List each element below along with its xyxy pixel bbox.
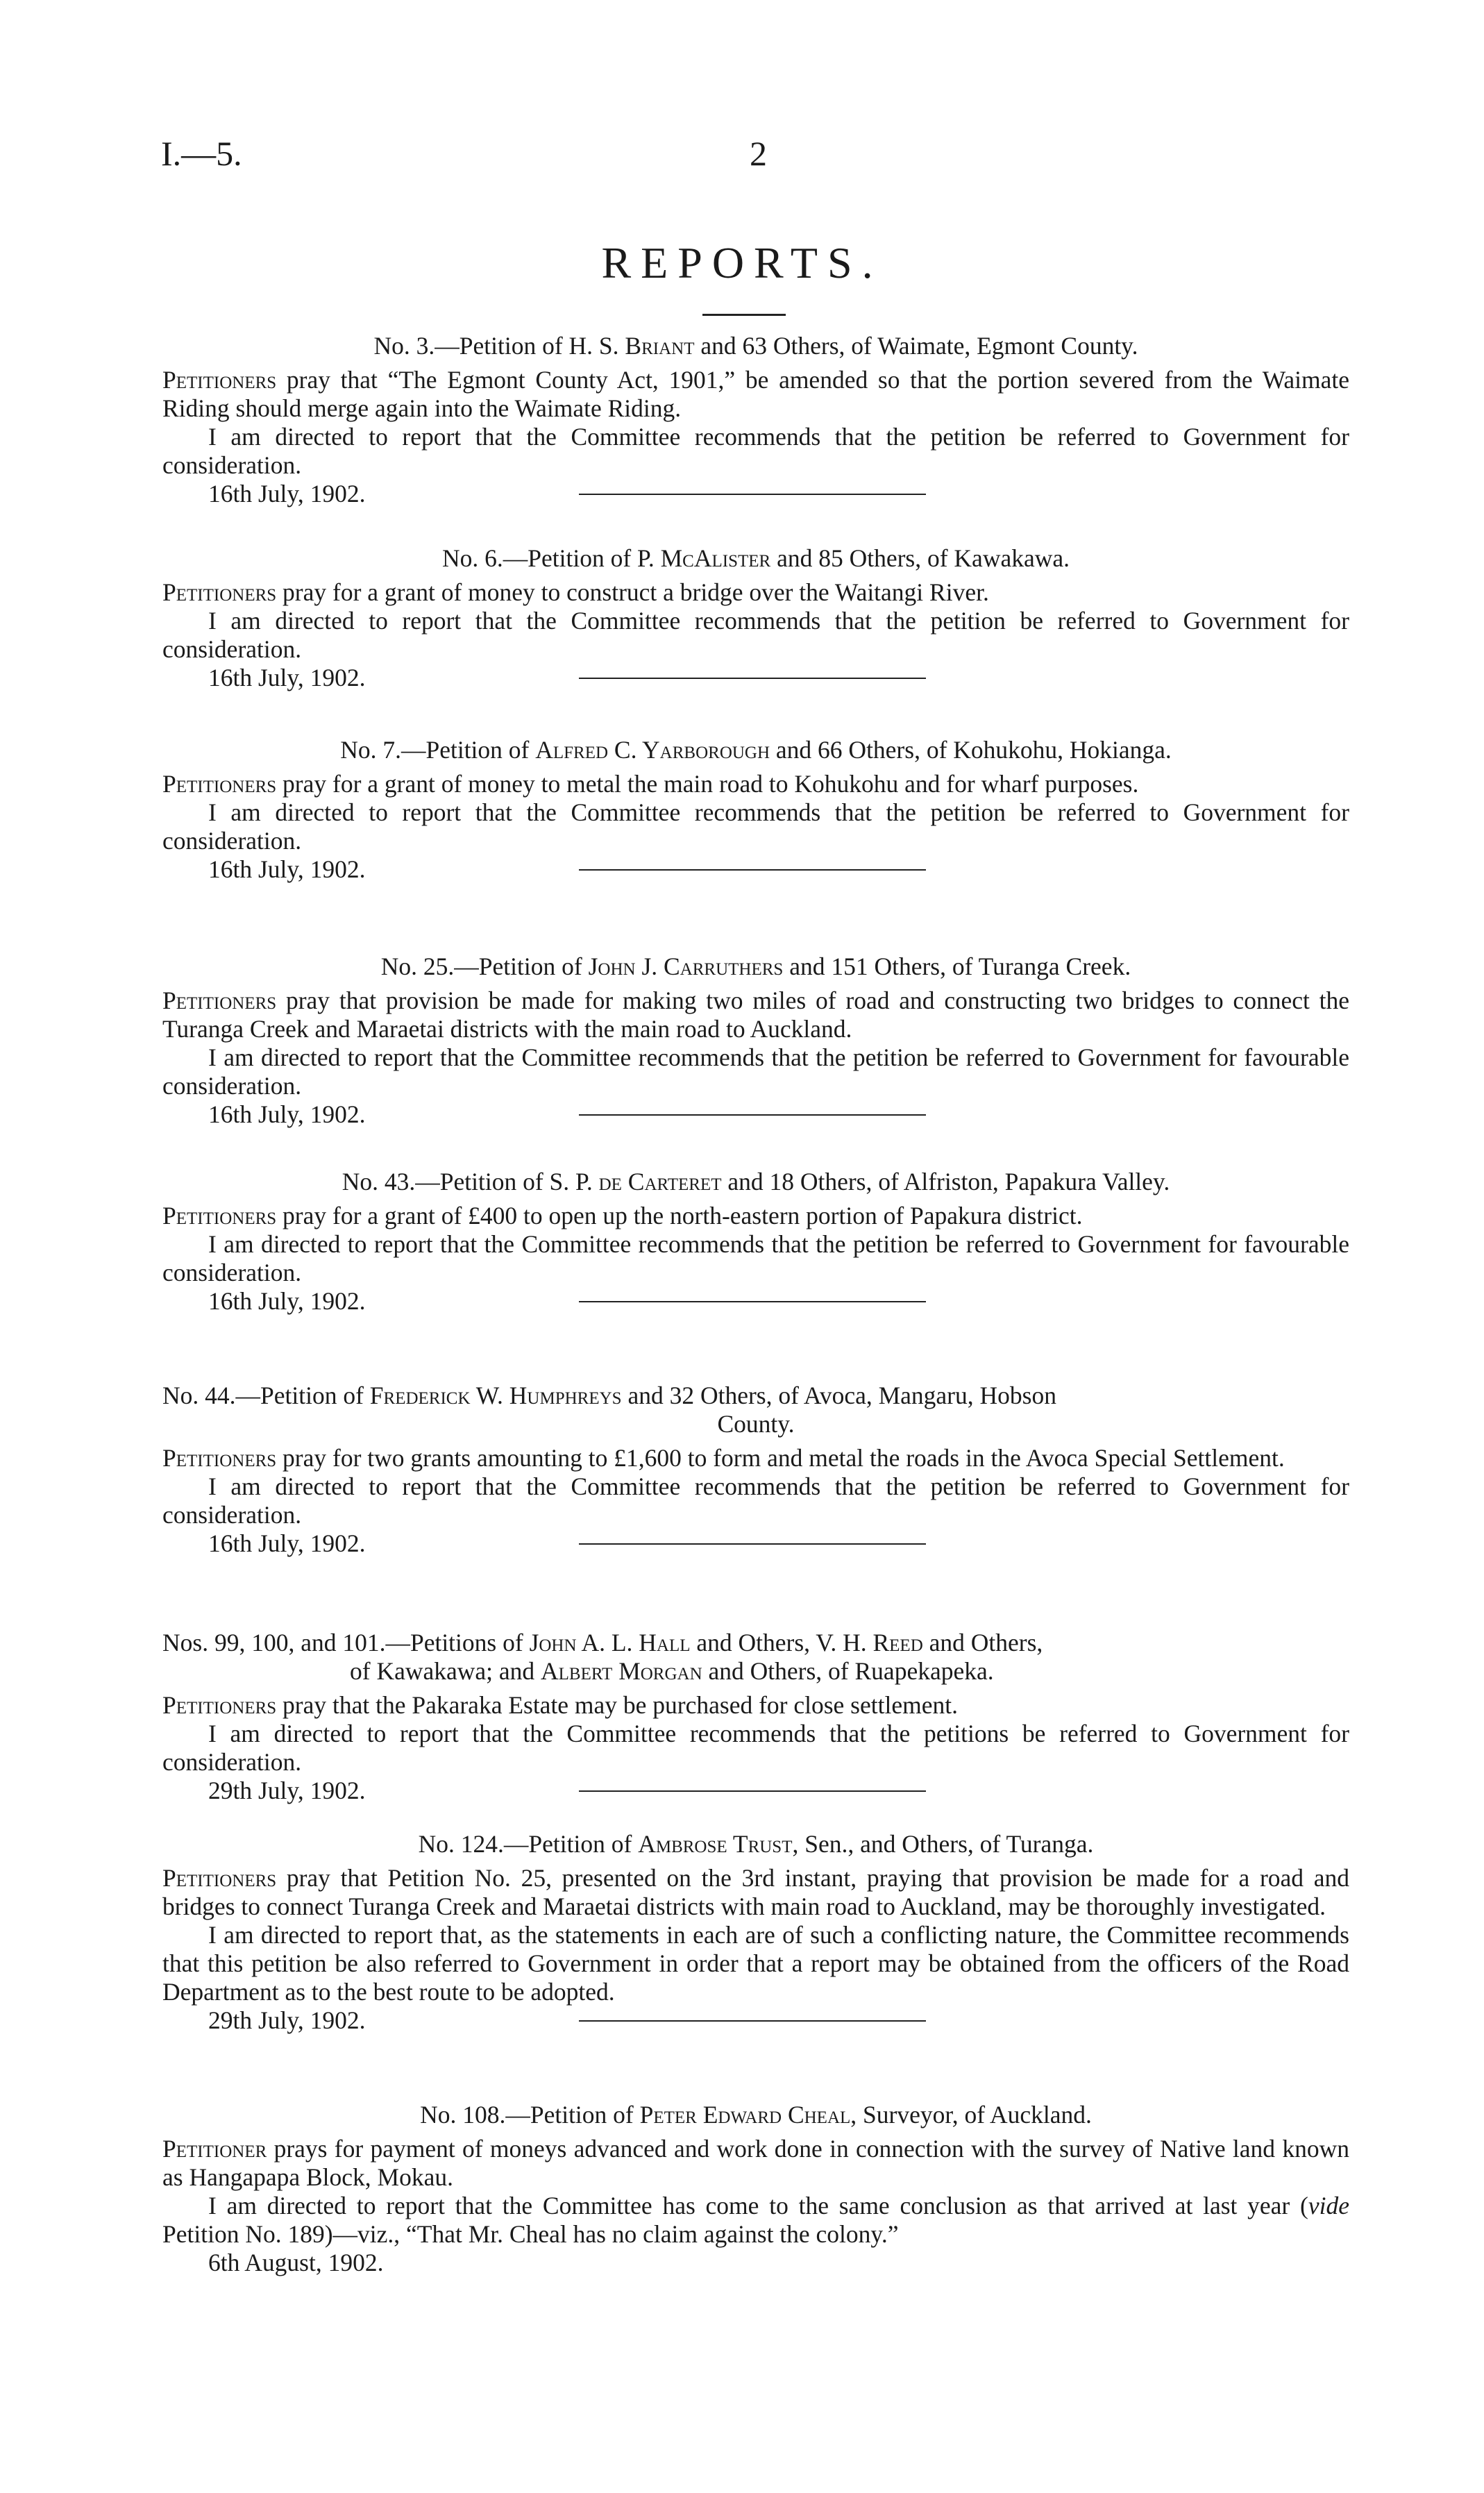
petition-heading-continued: of Kawakawa; and Albert Morgan and Others, of Ruapekapeka. — [350, 1657, 994, 1685]
report-date: 6th August, 1902. — [208, 2249, 384, 2276]
page-number: 2 — [750, 134, 767, 173]
petition-heading: No. 25.—Petition of John J. Carruthers and 151 Others, of Turanga Creek. — [380, 952, 1131, 980]
committee-report: I am directed to report that the Committee recommends that the petition be referred to Government for consideration. — [162, 798, 1349, 855]
petition-heading: No. 43.—Petition of S. P. de Carteret and 18 Others, of Alfriston, Papakura Valley. — [342, 1168, 1170, 1195]
committee-report: I am directed to report that the Committee recommends that the petition be referred to Government for favourable consideration. — [162, 1043, 1349, 1100]
petition-heading: No. 7.—Petition of Alfred C. Yarborough and 66 Others, of Kohukohu, Hokianga. — [340, 736, 1172, 764]
petition-report — [162, 332, 1349, 508]
report-date: 29th July, 1902. — [162, 2006, 1349, 2035]
petition-prayer: Petitioners pray that “The Egmont County Act, 1901,” be amended so that the portion severed from the Waimate Riding should merge again into the Waimate Riding. — [162, 366, 1349, 422]
petition-report — [162, 544, 1349, 692]
petition-prayer: Petitioners pray for two grants amounting to £1,600 to form and metal the roads in the Avoca Special Settlement. — [162, 1444, 1285, 1472]
report-date: 16th July, 1902. — [162, 1529, 1349, 1558]
petition-prayer: Petitioners pray for a grant of money to construct a bridge over the Waitangi River. — [162, 578, 989, 606]
committee-report: I am directed to report that, as the statements in each are of such a conflicting nature, the Committee recommends that this petition be also referred to Government in order that a report may be obtained from the officers of the Road Department as to the best route to be adopted. — [162, 1921, 1349, 2006]
section-rule — [579, 494, 926, 495]
committee-report: I am directed to report that the Committee recommends that the petitions be referred to Government for consideration. — [162, 1720, 1349, 1776]
petition-heading: No. 6.—Petition of P. McAlister and 85 Others, of Kawakawa. — [442, 544, 1070, 572]
page-title: REPORTS. — [601, 238, 883, 287]
petition-prayer: Petitioners pray that provision be made for making two miles of road and constructing two bridges to connect the Turanga Creek and Maraetai districts with the main road to Auckland. — [162, 987, 1349, 1043]
report-date: 16th July, 1902. — [162, 480, 1349, 508]
paper-reference: I.—5. — [161, 134, 242, 173]
petition-prayer: Petitioner prays for payment of moneys advanced and work done in connection with the survey of Native land known as Hangapapa Block, Mokau. — [162, 2135, 1349, 2191]
report-date: 16th July, 1902. — [162, 1100, 1349, 1129]
petition-heading: No. 124.—Petition of Ambrose Trust, Sen., and Others, of Turanga. — [418, 1830, 1094, 1858]
petition-report — [162, 1168, 1349, 1316]
petition-report — [162, 1382, 1349, 1558]
committee-report: I am directed to report that the Committee has come to the same conclusion as that arrived at last year (vide Petition No. 189)—viz., “That Mr. Cheal has no claim against the colony.” — [162, 2192, 1349, 2248]
petition-heading: No. 108.—Petition of Peter Edward Cheal, Surveyor, of Auckland. — [420, 2101, 1092, 2129]
report-date: 16th July, 1902. — [162, 1287, 1349, 1316]
committee-report: I am directed to report that the Committee recommends that the petition be referred to Government for consideration. — [162, 423, 1349, 479]
section-rule — [579, 2020, 926, 2022]
petition-heading-continued: County. — [717, 1410, 795, 1438]
title-rule — [702, 314, 786, 316]
petition-heading: Nos. 99, 100, and 101.—Petitions of John A. L. Hall and Others, V. H. Reed and Others, — [162, 1629, 1043, 1656]
report-date: 16th July, 1902. — [162, 664, 1349, 692]
petition-report — [162, 1629, 1349, 1805]
committee-report: I am directed to report that the Committee recommends that the petition be referred to Government for consideration. — [162, 607, 1349, 663]
petition-report — [162, 1830, 1349, 2035]
petition-heading: No. 3.—Petition of H. S. Briant and 63 Others, of Waimate, Egmont County. — [373, 332, 1138, 360]
committee-report: I am directed to report that the Committee recommends that the petition be referred to Government for favourable consideration. — [162, 1230, 1349, 1286]
petition-heading: No. 44.—Petition of Frederick W. Humphreys and 32 Others, of Avoca, Mangaru, Hobson — [162, 1382, 1056, 1409]
section-rule — [579, 1301, 926, 1302]
section-rule — [579, 869, 926, 871]
petition-prayer: Petitioners pray that Petition No. 25, presented on the 3rd instant, praying that provision be made for a road and bridges to connect Turanga Creek and Maraetai districts with main road to Auckland, may be thoroughly investigated. — [162, 1864, 1349, 1920]
section-rule — [579, 1543, 926, 1545]
petition-report — [162, 2101, 1349, 2277]
petition-report — [162, 736, 1349, 884]
report-date: 29th July, 1902. — [162, 1777, 1349, 1805]
section-rule — [579, 1114, 926, 1116]
petition-prayer: Petitioners pray for a grant of money to metal the main road to Kohukohu and for wharf purposes. — [162, 770, 1139, 798]
section-rule — [579, 678, 926, 679]
petition-prayer: Petitioners pray that the Pakaraka Estate may be purchased for close settlement. — [162, 1691, 958, 1719]
committee-report: I am directed to report that the Committee recommends that the petition be referred to Government for consideration. — [162, 1472, 1349, 1529]
petition-report — [162, 952, 1349, 1129]
section-rule — [579, 1790, 926, 1792]
petition-prayer: Petitioners pray for a grant of £400 to open up the north-eastern portion of Papakura district. — [162, 1202, 1083, 1229]
report-date: 16th July, 1902. — [162, 855, 1349, 884]
